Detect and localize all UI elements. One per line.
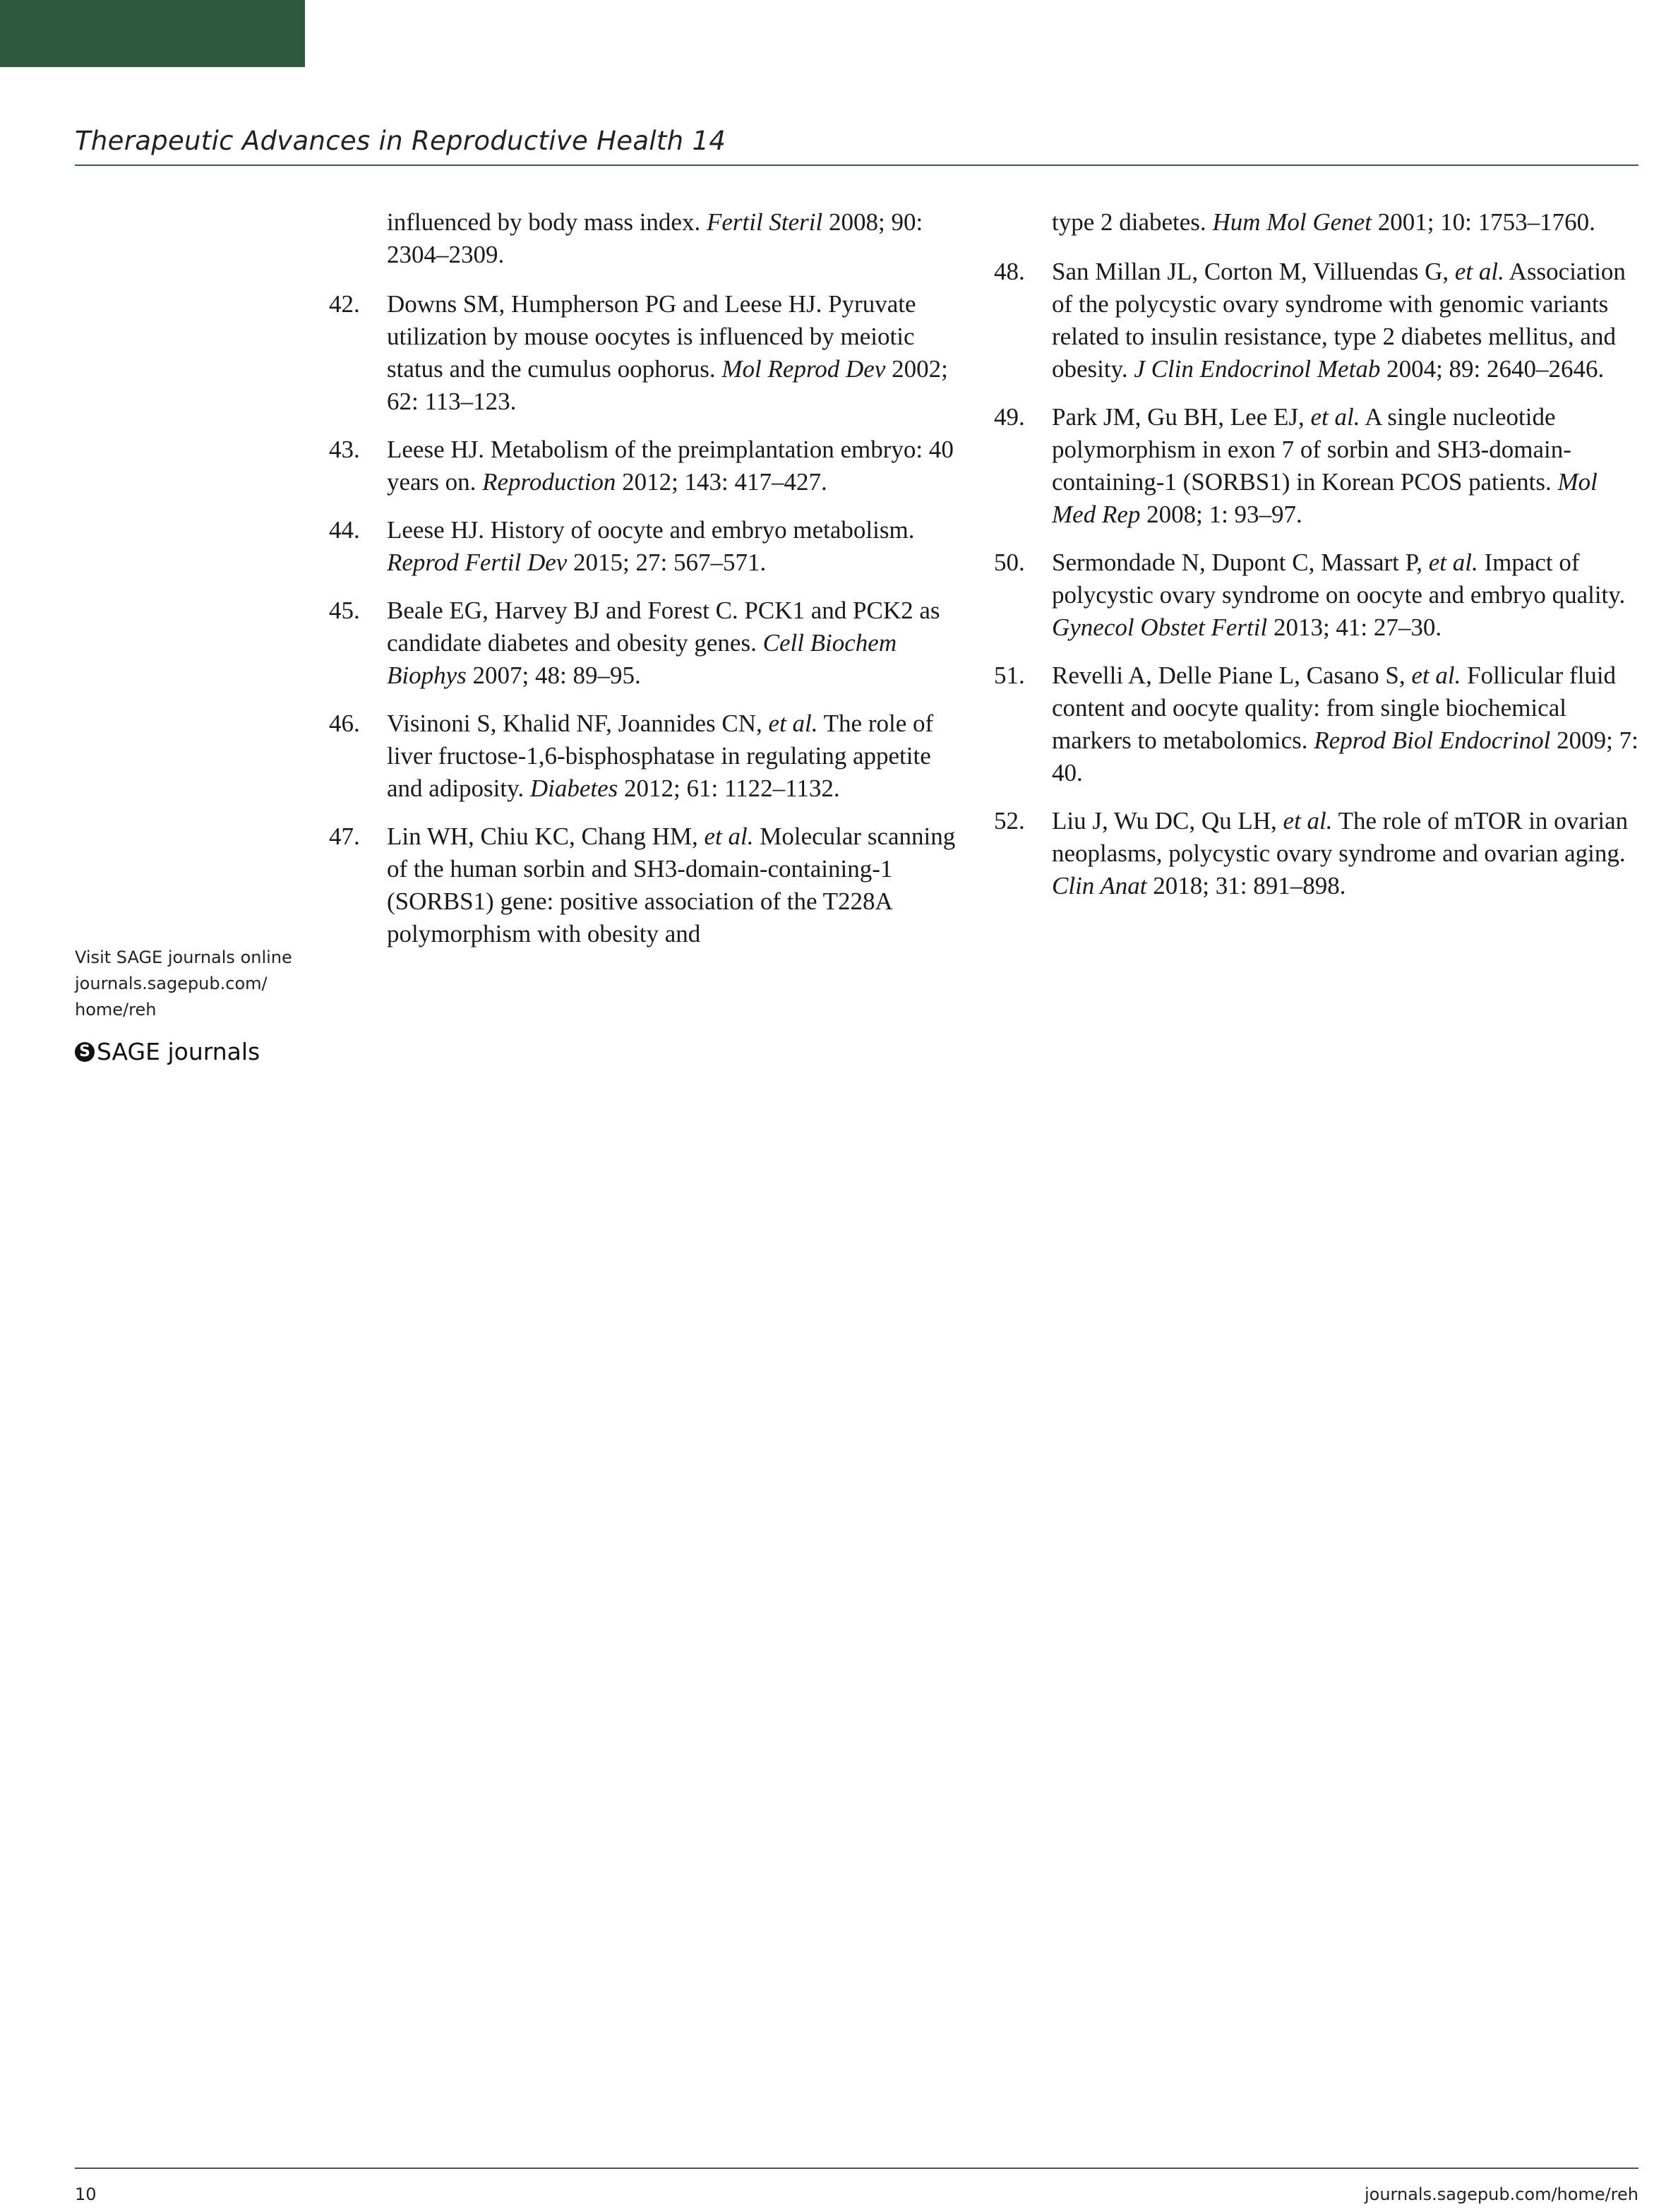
reference-item: 52. Liu J, Wu DC, Qu LH, et al. The role of mTOR in ovarian neoplasms, polycystic ovary syndrome and ovarian aging. Clin Anat 2018; 31: 891–898.: [994, 807, 1629, 899]
reference-item: 50. Sermondade N, Dupont C, Massart P, et al. Impact of polycystic ovary syndrome on oocyte and embryo quality. Gynecol Obstet Fertil 2013; 41: 27–30.: [994, 549, 1626, 641]
sage-journals-logo: [75, 1039, 329, 1065]
header-color-tab: [0, 0, 305, 67]
reference-continuation: type 2 diabetes. Hum Mol Genet 2001; 10: 1753–1760.: [1052, 208, 1595, 236]
reference-item: 43. Leese HJ. Metabolism of the preimplantation embryo: 40 years on. Reproduction 2012; 143: 417–427.: [329, 436, 954, 496]
visit-text-line1: Visit SAGE journals online: [75, 947, 292, 967]
reference-item: 46. Visinoni S, Khalid NF, Joannides CN, et al. The role of liver fructose-1,6-bisphosphatase in regulating appetite and adiposity. Diabetes 2012; 61: 1122–1132.: [329, 710, 934, 802]
page-number: 10: [75, 2184, 97, 2204]
reference-item: 48. San Millan JL, Corton M, Villuendas G, et al. Association of the polycystic ovary syndrome with genomic variants related to insulin resistance, type 2 diabetes mellitus, and obesity. J Clin Endocrinol Metab 2004; 89: 2640–2646.: [994, 258, 1626, 383]
header-divider: [75, 165, 1638, 166]
sidebar: [75, 945, 329, 1065]
footer-url-link[interactable]: journals.sagepub.com/home/reh: [1364, 2184, 1638, 2204]
reference-item: 45. Beale EG, Harvey BJ and Forest C. PCK1 and PCK2 as candidate diabetes and obesity genes. Cell Biochem Biophys 2007; 48: 89–95.: [329, 597, 940, 689]
sage-s-icon: S: [75, 1042, 95, 1062]
reference-item: 44. Leese HJ. History of oocyte and embryo metabolism. Reprod Fertil Dev 2015; 27: 567–571.: [329, 516, 915, 576]
brand-text: SAGE journals: [97, 1038, 260, 1065]
reference-item: 51. Revelli A, Delle Piane L, Casano S, et al. Follicular fluid content and oocyte quality: from single biochemical markers to metabolomics. Reprod Biol Endocrinol 2009; 7: 40.: [994, 662, 1638, 787]
reference-item: 49. Park JM, Gu BH, Lee EJ, et al. A single nucleotide polymorphism in exon 7 of sorbin and SH3-domain-containing-1 (SORBS1) in Korean PCOS patients. Mol Med Rep 2008; 1: 93–97.: [994, 403, 1598, 528]
reference-continuation: influenced by body mass index. Fertil Steril 2008; 90: 2304–2309.: [387, 208, 923, 268]
footer-divider: [75, 2168, 1638, 2169]
reference-column-right: [994, 206, 1638, 918]
reference-column-left: [329, 206, 973, 966]
reference-item: 42. Downs SM, Humpherson PG and Leese HJ. Pyruvate utilization by mouse oocytes is influenced by meiotic status and the cumulus oophorus. Mol Reprod Dev 2002; 62: 113–123.: [329, 290, 948, 415]
journal-title: Therapeutic Advances in Reproductive Health 14: [75, 126, 726, 156]
visit-link-line2[interactable]: journals.sagepub.com/: [75, 974, 268, 993]
visit-link-line3[interactable]: home/reh: [75, 1000, 157, 1020]
reference-item: 47. Lin WH, Chiu KC, Chang HM, et al. Molecular scanning of the human sorbin and SH3-domain-containing-1 (SORBS1) gene: positive association of the T228A polymorphism with obesity and: [329, 823, 956, 947]
